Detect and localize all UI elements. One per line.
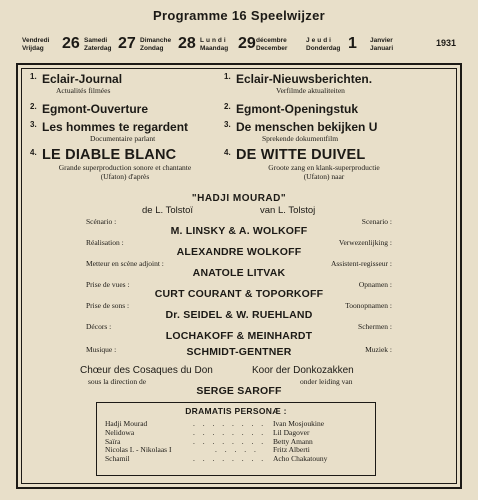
item-title: LE DIABLE BLANC [42, 147, 177, 163]
credit-name: ALEXANDRE WOLKOFF [176, 246, 302, 258]
day-label-nl: Vrijdag [22, 45, 44, 52]
item-title: DE WITTE DUIVEL [236, 147, 366, 163]
credit-role-nl: Opnamen : [358, 280, 392, 289]
credit-role-fr: Scénario : [86, 217, 117, 226]
credit-role-nl: Schermen : [358, 322, 392, 331]
item-number: 2. [30, 102, 37, 111]
day-label-fr: Lundi [200, 37, 228, 44]
year: 1931 [435, 38, 456, 48]
item-number: 4. [30, 148, 37, 157]
item-subtitle: Actualités filmées [56, 86, 111, 95]
cast-actor: Lil Dagover [273, 427, 310, 437]
item-number: 1. [224, 72, 231, 81]
credit-role-nl: Verwezenlijking : [338, 238, 392, 247]
credit-name: SCHMIDT-GENTNER [186, 346, 292, 358]
credit-role-nl: Muziek : [365, 345, 392, 354]
programme-column-nl [224, 72, 454, 181]
choir-direction-nl: onder leiding van [300, 377, 353, 386]
item-subtitle: Grande superproduction sonore et chantante (Ufaton) d'après [58, 163, 192, 181]
item-number: 4. [224, 148, 231, 157]
programme-item [224, 72, 454, 102]
item-number: 3. [30, 120, 37, 129]
day-label-nl: Zaterdag [84, 45, 112, 52]
credit-role-nl: Scenario : [361, 217, 392, 226]
day-label-fr: Vendredi [22, 37, 50, 44]
credit-role-nl: Toonopnamen : [345, 301, 392, 310]
dot-leader: . . . . . . . . [193, 454, 267, 464]
item-subtitle: Verfilmde aktualiteiten [276, 86, 345, 95]
cast-row [105, 455, 367, 464]
cast-list [105, 420, 367, 464]
dramatis-heading: DRAMATIS PERSONÆ : [185, 406, 287, 416]
credit-role-nl: Assistent-regisseur : [330, 259, 392, 268]
day-number: 27 [118, 35, 136, 52]
day-number: 1 [348, 35, 357, 52]
cast-role: Saïra [105, 436, 121, 446]
cast-actor: Ivan Mosjoukine [273, 419, 325, 428]
cast-actor: Betty Amann [273, 436, 313, 446]
item-subtitle: Groote zang en klank-superproductie (Ufaton) naar [268, 163, 380, 181]
day-label-nl: Maandag [200, 45, 229, 52]
item-title: De menschen bekijken U [236, 120, 378, 134]
programme-item [224, 102, 454, 120]
month-label-fr: Janvier [370, 37, 393, 44]
credit-role-fr: Prise de sons : [86, 301, 130, 310]
date-saturday [84, 30, 140, 60]
choir-name-fr: Chœur des Cosaques du Don [80, 365, 213, 376]
credit-name: LOCHAKOFF & MEINHARDT [165, 330, 313, 342]
item-title: Eclair-Nieuwsberichten. [236, 72, 373, 86]
day-number: 26 [62, 35, 80, 52]
item-number: 2. [224, 102, 231, 111]
credit-name: CURT COURANT & TOPORKOFF [154, 288, 324, 300]
item-number: 3. [224, 120, 231, 129]
day-label-fr: Jeudi [306, 37, 333, 44]
date-thursday [306, 30, 362, 60]
screening-dates [22, 30, 456, 60]
credit-role-fr: Réalisation : [86, 238, 124, 247]
month-label-nl: December [256, 45, 288, 52]
month-label-nl: Januari [370, 45, 394, 52]
programme-title: Programme 16 Speelwijzer [153, 8, 325, 23]
programme-item [30, 148, 230, 181]
dot-leader: . . . . . [215, 445, 259, 455]
choir-name-nl: Koor der Donkozakken [252, 365, 354, 376]
item-subtitle: Sprekende dokumentfilm [262, 134, 339, 143]
credit-role-fr: Décors : [86, 322, 112, 331]
day-label-nl: Zondag [140, 45, 164, 52]
programme-item [30, 72, 230, 102]
day-number: 28 [178, 35, 196, 52]
item-number: 1. [30, 72, 37, 81]
credit-name: ANATOLE LITVAK [192, 267, 286, 279]
month-label-fr: décembre [256, 37, 287, 44]
novel-author-fr: de L. Tolstoï [142, 205, 194, 216]
novel-author-nl: van L. Tolstoj [260, 205, 316, 216]
date-friday [22, 30, 82, 60]
item-title: Eclair-Journal [42, 72, 123, 86]
date-monday [200, 30, 262, 60]
programme-item [224, 120, 454, 148]
day-number: 29 [238, 35, 256, 52]
credit-name: Dr. SEIDEL & W. RUEHLAND [165, 309, 313, 321]
day-label-fr: Dimanche [140, 37, 172, 44]
novel-title: "HADJI MOURAD" [191, 193, 287, 204]
item-title: Les hommes te regardent [42, 120, 189, 134]
dot-leader: . . . . . . . . [193, 436, 267, 446]
month-december [256, 30, 306, 60]
dramatis-personae-box [96, 402, 376, 476]
programme-item [30, 102, 230, 120]
cast-role: Nicolas I. - Nikolaas I [105, 445, 172, 455]
programme-item [30, 120, 230, 148]
date-sunday [140, 30, 202, 60]
cast-actor: Fritz Alberti [273, 445, 310, 455]
cast-role: Schamil [105, 454, 130, 464]
credit-name: M. LINSKY & A. WOLKOFF [170, 225, 308, 237]
credit-role-fr: Prise de vues : [86, 280, 130, 289]
programme-item [224, 148, 454, 181]
item-subtitle: Documentaire parlant [90, 134, 156, 143]
credit-role-fr: Metteur en scène adjoint : [86, 259, 164, 268]
dot-leader: . . . . . . . . [193, 419, 267, 428]
day-label-fr: Samedi [84, 37, 108, 44]
choir-director: SERGE SAROFF [196, 385, 282, 397]
day-label-nl: Donderdag [306, 45, 341, 52]
programme-column-fr [30, 72, 230, 181]
month-january [370, 30, 414, 60]
dot-leader: . . . . . . . . [193, 427, 267, 437]
cast-role: Nelidowa [105, 427, 135, 437]
cast-actor: Acho Chakatouny [273, 454, 328, 464]
item-title: Egmont-Ouverture [42, 102, 149, 116]
choir-direction-fr: sous la direction de [88, 377, 147, 386]
item-title: Egmont-Openingstuk [236, 102, 358, 116]
credit-role-fr: Musique : [86, 345, 117, 354]
cast-role: Hadji Mourad [105, 419, 148, 428]
